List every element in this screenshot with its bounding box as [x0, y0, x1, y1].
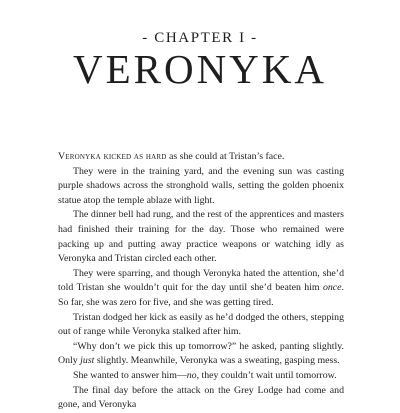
chapter-number: - CHAPTER I -	[142, 30, 258, 46]
paragraph-1	[58, 150, 344, 165]
chapter-title: VERONYKA	[72, 46, 328, 92]
paragraph-2: They were in the training yard, and the evening sun was casting purple shadows across the stronghold walls, setting the golden phoenix statue atop the temple ablaze with light.	[58, 165, 344, 206]
paragraph-text: as she could at Tristan’s face.	[166, 151, 285, 162]
paragraph-text: They were sparring, and though Veronyka hated the attention, she’d told Tristan she wouldn’t quit for the day until she’d beaten him	[58, 267, 344, 294]
paragraph-text: , they couldn’t wait until tomorrow.	[196, 369, 337, 381]
emphasis: no	[186, 369, 197, 381]
paragraph-text: She wanted to answer him—	[73, 369, 187, 381]
paragraph-text: . So far, she was zero for five, and she was getting tired.	[58, 282, 344, 308]
paragraph-4	[58, 267, 344, 311]
paragraph-7	[58, 369, 344, 384]
paragraph-3: The dinner bell had rung, and the rest of the apprentices and masters had finished their training for the day. Those who remained were packing up and putting away practice weapons or watching idly as Veronyka and Tristan circled each other.	[58, 209, 344, 265]
paragraph-text: slightly. Meanwhile, Veronyka was a sweating, gasping mess.	[94, 355, 340, 367]
paragraph-text: “Why don’t we pick this up tomorrow?” he asked, panting slightly. Only	[58, 340, 344, 367]
paragraph-6	[58, 340, 344, 369]
chapter-body	[58, 150, 344, 413]
opening-small-caps: Veronyka kicked as hard	[58, 151, 167, 162]
emphasis: just	[80, 355, 95, 367]
emphasis: once	[322, 282, 342, 294]
paragraph-5: Tristan dodged her kick as easily as he’d dodged the others, stepping out of range while Veronyka stalked after him.	[58, 311, 344, 338]
paragraph-8: The final day before the attack on the Grey Lodge had come and gone, and Veronyka	[58, 384, 344, 411]
